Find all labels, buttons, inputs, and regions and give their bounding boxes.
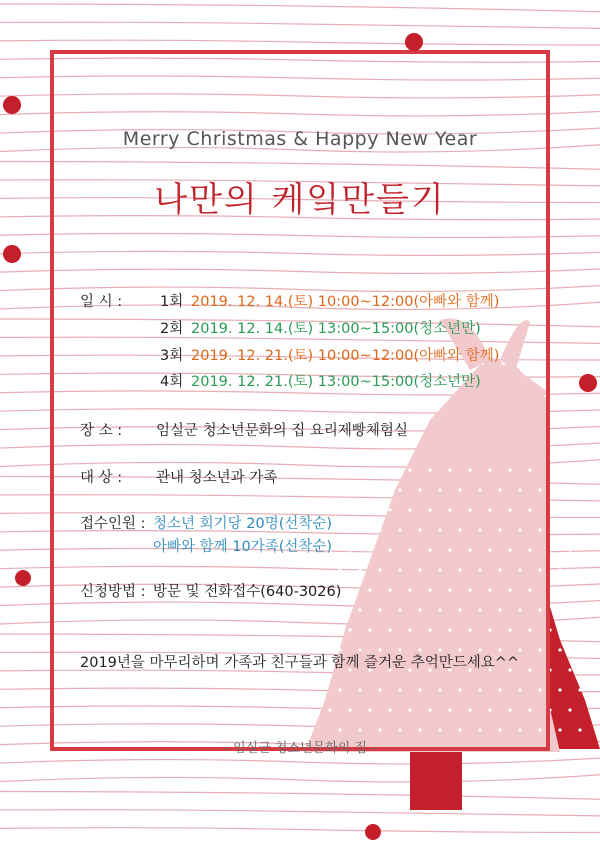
tree-dot	[378, 528, 381, 531]
tree-dot	[438, 488, 441, 491]
tree-dot	[468, 548, 471, 551]
tree-dot	[558, 648, 561, 651]
tree-dot	[428, 468, 431, 471]
tree-dot	[398, 528, 401, 531]
tree-dot	[468, 588, 471, 591]
tree-dot	[568, 668, 571, 671]
tree-dot	[348, 468, 351, 471]
tree-dot	[398, 728, 401, 731]
target-label: 대 상 :	[80, 470, 123, 486]
tree-dot	[518, 728, 521, 731]
tree-dot	[448, 628, 451, 631]
tree-dot	[568, 628, 571, 631]
organizer-footer: - 임실군 청소년문화의 집 -	[224, 741, 376, 756]
tree-dot	[508, 468, 511, 471]
tree-dot	[378, 568, 381, 571]
tree-dot	[418, 728, 421, 731]
tree-dot	[328, 468, 331, 471]
tree-dot	[418, 608, 421, 611]
tree-dot	[448, 708, 451, 711]
tree-dot	[358, 728, 361, 731]
tree-dot	[498, 688, 501, 691]
tree-dot	[528, 628, 531, 631]
tree-dot	[418, 528, 421, 531]
stripe-line	[0, 76, 600, 80]
tree-dot	[338, 728, 341, 731]
tree-dot	[398, 608, 401, 611]
schedule-label: 일 시 :	[80, 294, 123, 310]
tree-dot	[538, 688, 541, 691]
tree-dot	[508, 588, 511, 591]
stripe-line	[0, 58, 600, 62]
target-value: 관내 청소년과 가족	[156, 470, 278, 486]
tree-dot	[338, 688, 341, 691]
tree-dot	[338, 608, 341, 611]
tree-dot	[368, 588, 371, 591]
session-number: 4회	[160, 374, 184, 390]
tree-dot	[328, 708, 331, 711]
tree-dot	[498, 608, 501, 611]
stripe-line	[0, 94, 600, 98]
capacity-value-2: 아빠와 함께 10가족(선착순)	[153, 539, 333, 555]
tree-dot	[408, 548, 411, 551]
tree-dot	[538, 568, 541, 571]
tree-dot	[568, 588, 571, 591]
tree-dot	[528, 708, 531, 711]
tree-dot	[498, 728, 501, 731]
tree-dot	[538, 648, 541, 651]
place-value: 임실군 청소년문화의 집 요리제빵체험실	[156, 423, 408, 439]
apply-label: 신청방법 :	[80, 584, 146, 600]
tree-dot	[498, 568, 501, 571]
tree-dot	[398, 688, 401, 691]
tree-dot	[428, 548, 431, 551]
tree-dot	[488, 548, 491, 551]
tree-dot	[488, 628, 491, 631]
place-label: 장 소 :	[80, 423, 123, 439]
capacity-label: 접수인원 :	[80, 516, 146, 532]
tree-dot	[358, 568, 361, 571]
stripe-line	[0, 162, 600, 170]
tree-dot	[328, 628, 331, 631]
tree-dot	[478, 528, 481, 531]
tree-dot	[368, 468, 371, 471]
capacity-value-1: 청소년 회기당 20명(선착순)	[153, 516, 333, 532]
tree-dot	[388, 508, 391, 511]
tree-dot	[498, 488, 501, 491]
tree-dot	[338, 568, 341, 571]
tree-dot	[388, 548, 391, 551]
greeting-text: Merry Christmas & Happy New Year	[122, 128, 478, 150]
session-number: 1회	[160, 294, 184, 310]
page-title: 나만의 케잌만들기	[154, 180, 446, 220]
tree-dot	[528, 508, 531, 511]
tree-dot	[448, 588, 451, 591]
tree-dot	[578, 528, 581, 531]
session-number: 2회	[160, 321, 184, 337]
stripe-line	[0, 792, 600, 800]
closing-message: 2019년을 마무리하며 가족과 친구들과 함께 즐거운 추억만드세요^^	[80, 655, 520, 671]
tree-dot	[428, 708, 431, 711]
tree-dot	[528, 588, 531, 591]
tree-dot	[468, 708, 471, 711]
tree-dot	[488, 588, 491, 591]
tree-dot	[458, 568, 461, 571]
tree-dot	[508, 548, 511, 551]
session-detail: 2019. 12. 21.(토) 13:00~15:00(청소년만)	[191, 374, 481, 390]
tree-dot	[408, 468, 411, 471]
tree-dot	[568, 708, 571, 711]
tree-dot	[368, 548, 371, 551]
tree-dot	[378, 488, 381, 491]
session-detail: 2019. 12. 21.(토) 10:00~12:00(아빠와 함께)	[191, 348, 500, 364]
tree-dot	[518, 528, 521, 531]
tree-dot	[448, 468, 451, 471]
tree-dot	[408, 508, 411, 511]
tree-dot	[458, 728, 461, 731]
tree-dot	[428, 508, 431, 511]
tree-dot	[348, 588, 351, 591]
stripe-line	[0, 269, 600, 274]
tree-dot	[408, 628, 411, 631]
tree-dot	[558, 688, 561, 691]
stripe-line	[0, 251, 600, 255]
tree-dot	[568, 508, 571, 511]
tree-dot	[478, 608, 481, 611]
tree-dot	[528, 468, 531, 471]
tree-dot	[578, 648, 581, 651]
tree-dot	[558, 528, 561, 531]
tree-dot	[438, 568, 441, 571]
tree-dot	[578, 688, 581, 691]
tree-dot	[388, 468, 391, 471]
tree-dot	[368, 508, 371, 511]
tree-dot	[558, 488, 561, 491]
stripe-line	[0, 758, 600, 764]
tree-dot	[508, 508, 511, 511]
tree-dot	[438, 688, 441, 691]
tree-dot	[428, 588, 431, 591]
tree-dot	[468, 508, 471, 511]
tree-dot	[538, 608, 541, 611]
tree-dot	[438, 608, 441, 611]
tree-dot	[358, 488, 361, 491]
apply-value: 방문 및 전화접수(640-3026)	[153, 584, 342, 600]
tree-dot	[418, 688, 421, 691]
tree-dot	[538, 528, 541, 531]
stripe-line	[0, 22, 600, 28]
tree-dot	[538, 488, 541, 491]
tree-dot	[508, 628, 511, 631]
tree-dot	[568, 468, 571, 471]
tree-dot	[358, 608, 361, 611]
tree-dot	[378, 728, 381, 731]
tree-dot	[528, 548, 531, 551]
session-number: 3회	[160, 348, 184, 364]
tree-dot	[378, 608, 381, 611]
tree-dot	[338, 528, 341, 531]
tree-dot	[438, 728, 441, 731]
tree-dot	[578, 728, 581, 731]
tree-dot	[488, 508, 491, 511]
tree-dot	[578, 488, 581, 491]
tree-dot	[368, 628, 371, 631]
tree-dot	[568, 548, 571, 551]
tree-dot	[488, 468, 491, 471]
tree-dot	[388, 628, 391, 631]
stripe-line	[0, 4, 600, 12]
stripe-line	[0, 828, 600, 833]
tree-dot	[558, 568, 561, 571]
tree-dot	[518, 488, 521, 491]
tree-dot	[518, 568, 521, 571]
tree-dot	[488, 708, 491, 711]
tree-dot	[348, 708, 351, 711]
tree-dot	[458, 488, 461, 491]
tree-dot	[358, 528, 361, 531]
tree-dot	[458, 528, 461, 531]
tree-dot	[478, 488, 481, 491]
tree-dot	[408, 708, 411, 711]
stripe-line	[0, 111, 600, 116]
tree-dot	[518, 608, 521, 611]
tree-dot	[388, 588, 391, 591]
session-detail: 2019. 12. 14.(토) 10:00~12:00(아빠와 함께)	[191, 294, 500, 310]
tree-dot	[398, 568, 401, 571]
tree-dot	[498, 528, 501, 531]
stripe-line	[0, 234, 600, 238]
tree-dot	[448, 548, 451, 551]
tree-dot	[558, 608, 561, 611]
stripe-line	[0, 40, 600, 45]
stripe-line	[0, 774, 600, 782]
tree-dot	[378, 688, 381, 691]
tree-dot	[468, 628, 471, 631]
tree-dot	[458, 688, 461, 691]
tree-dot	[528, 668, 531, 671]
tree-dot	[398, 488, 401, 491]
session-detail: 2019. 12. 14.(토) 13:00~15:00(청소년만)	[191, 321, 481, 337]
tree-dot	[348, 548, 351, 551]
tree-dot	[538, 728, 541, 731]
tree-dot	[558, 728, 561, 731]
stripe-line	[0, 810, 600, 816]
tree-dot	[458, 608, 461, 611]
tree-dot	[478, 688, 481, 691]
tree-dot	[358, 688, 361, 691]
tree-dot	[478, 568, 481, 571]
tree-dot	[508, 708, 511, 711]
tree-dot	[468, 468, 471, 471]
tree-dot	[578, 568, 581, 571]
tree-dot	[448, 508, 451, 511]
tree-dot	[438, 528, 441, 531]
tree-dot	[408, 588, 411, 591]
tree-dot	[478, 728, 481, 731]
tree-dot	[418, 488, 421, 491]
tree-dot	[518, 688, 521, 691]
tree-dot	[428, 628, 431, 631]
tree-dot	[418, 568, 421, 571]
tree-dot	[338, 488, 341, 491]
tree-dot	[348, 508, 351, 511]
tree-dot	[388, 708, 391, 711]
tree-dot	[368, 708, 371, 711]
tree-dot	[578, 608, 581, 611]
tree-dot	[348, 628, 351, 631]
